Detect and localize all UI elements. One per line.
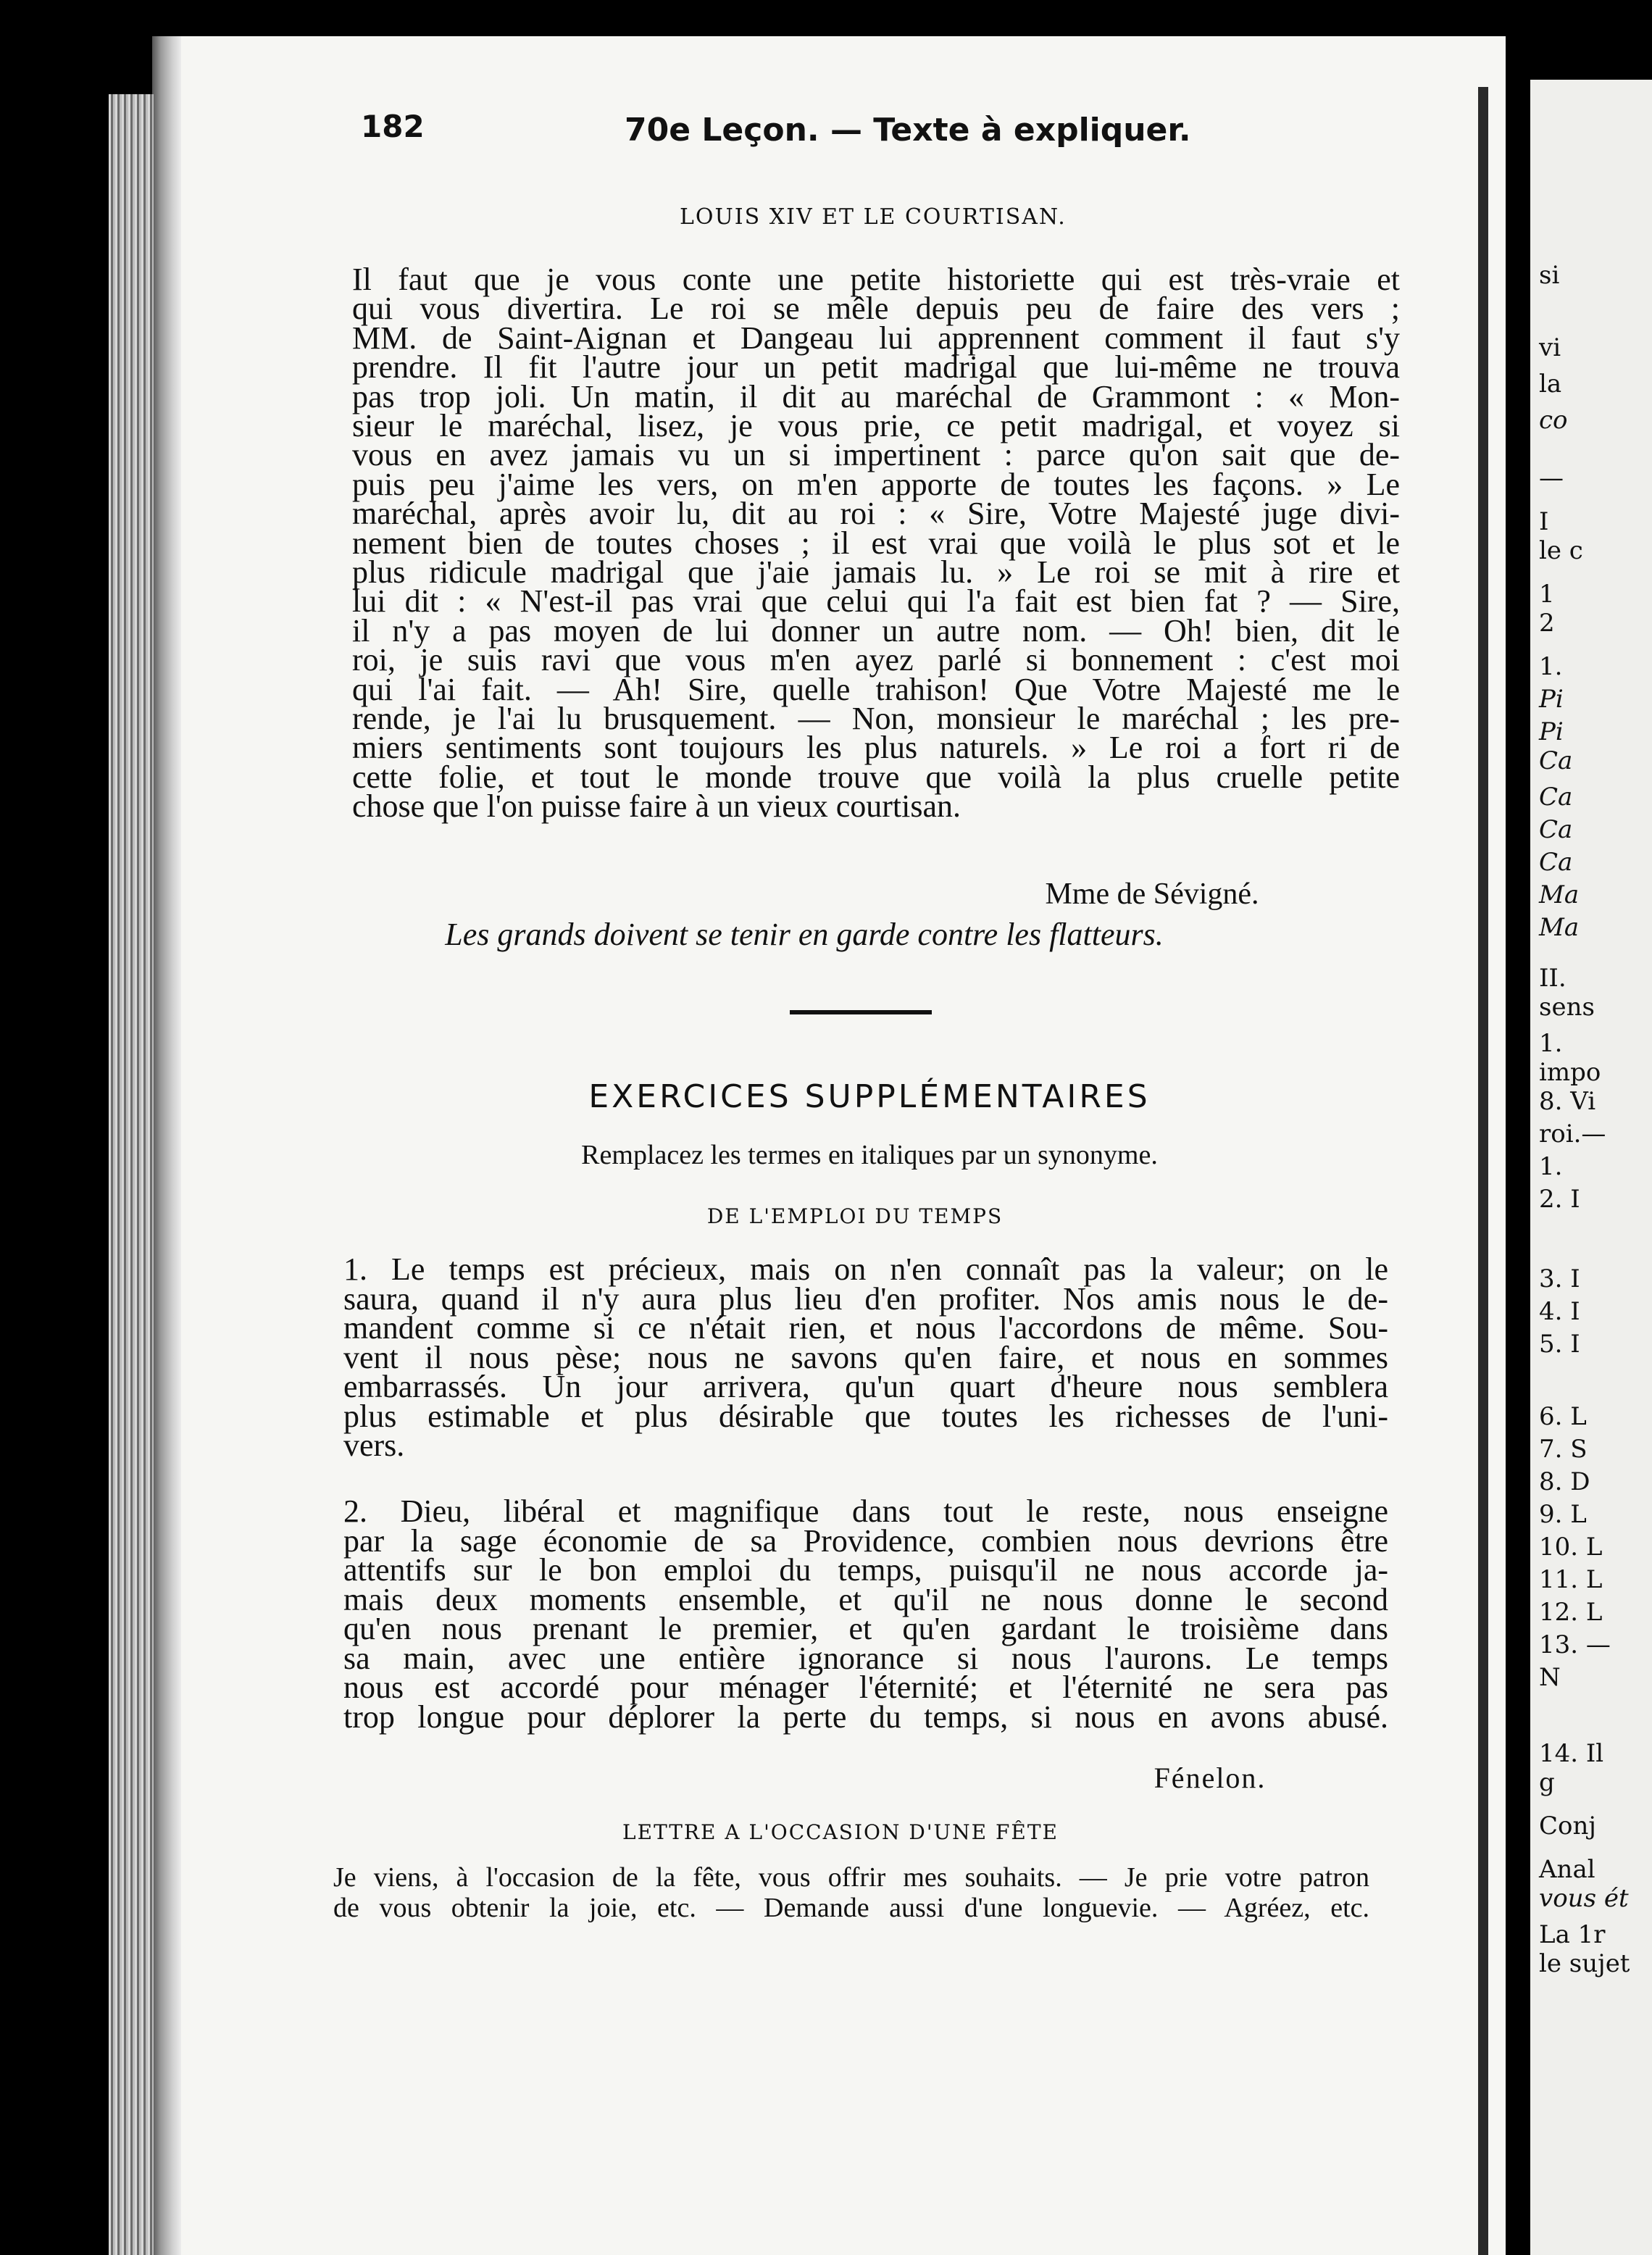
opposite-page-fragment: 9. L [1539, 1500, 1587, 1529]
opposite-page-fragment: 1 [1539, 580, 1555, 609]
opposite-page-fragment: 13. — [1539, 1630, 1611, 1659]
opposite-page-fragment: Pi [1539, 717, 1564, 746]
opposite-page-fragment: 1. [1539, 652, 1563, 681]
running-title: 70e Leçon. — Texte à expliquer. [625, 112, 1191, 149]
story.lines-line: chose que l'on puisse faire à un vieux courtisan. [352, 788, 961, 825]
story.lines-line: miers sentiments sont toujours les plus naturels. » Le roi a fort ri de [352, 730, 1400, 766]
exercises.para2-line: mais deux moments ensemble, et qu'il ne nous donne le second [343, 1581, 1388, 1617]
opposite-page-fragment: 2. I [1539, 1185, 1580, 1214]
story.lines-line: Il faut que je vous conte une petite historiette qui est très-vraie et [352, 262, 1400, 297]
opposite-page-fragment: I [1539, 507, 1549, 536]
opposite-page-fragment: Ma [1539, 880, 1580, 909]
opposite-page-fragment: vous ét [1539, 1884, 1629, 1913]
opposite-page-fragment: 8. D [1539, 1467, 1590, 1496]
opposite-page-fragment: N [1539, 1663, 1561, 1692]
exercises-title: EXERCICES SUPPLÉMENTAIRES [588, 1078, 1151, 1115]
story.lines-line: qui vous divertira. Le roi se mêle depuis peu de faire des vers ; [352, 291, 1400, 327]
story.lines-line: pas trop joli. Un matin, il dit au maréchal de Grammont : « Mon- [352, 378, 1400, 414]
opposite-page-fragment: co [1539, 406, 1568, 435]
opposite-page-fragment: II. [1539, 964, 1567, 993]
opposite-page-fragment: 1. [1539, 1152, 1563, 1181]
exercises.para2-line: par la sage économie de sa Providence, combien nous devrions être [343, 1522, 1388, 1559]
exercises.para2-line: 2. Dieu, libéral et magnifique dans tout le reste, nous enseigne [343, 1493, 1388, 1529]
exercises.para1-line: vent il nous pèse; nous ne savons qu'en faire, et nous en sommes [343, 1339, 1388, 1375]
story.lines-line: nement bien de toutes choses ; il est vrai que voilà le plus sot et le [352, 525, 1400, 561]
exercises.para1-line: embarrassés. Un jour arrivera, qu'un quart d'heure nous semblera [343, 1369, 1388, 1404]
story.lines-line: cette folie, et tout le monde trouve que voilà la plus cruelle petite [352, 759, 1400, 795]
story.lines-line: plus ridicule madrigal que j'aie jamais lu. » Le roi se mit à rire et [352, 554, 1400, 590]
page-edges [109, 94, 154, 2255]
opposite-page-fragment: 6. L [1539, 1402, 1587, 1431]
opposite-page [1530, 80, 1652, 2255]
exercises.letter_lines-line: Je viens, à l'occasion de la fête, vous offrir mes souhaits. — Je prie votre patron [333, 1862, 1369, 1893]
opposite-page-fragment: — [1539, 464, 1564, 493]
opposite-page-fragment: 4. I [1539, 1297, 1580, 1326]
exercises-instruction: Remplacez les termes en italiques par un synonyme. [581, 1140, 1158, 1170]
exercises.para1-line: saura, quand il n'y aura plus lieu d'en profiter. Nos amis nous le de- [343, 1280, 1388, 1317]
story.lines-line: rende, je l'ai lu brusquement. — Non, monsieur le maréchal ; les pre- [352, 701, 1400, 736]
opposite-page-fragment: 11. L [1539, 1565, 1603, 1594]
opposite-page-fragment: Ca [1539, 746, 1573, 775]
exercise-author: Fénelon. [1154, 1762, 1267, 1794]
exercises.para1-line: mandent comme si ce n'était rien, et nous l'accordons de même. Sou- [343, 1310, 1388, 1346]
story.lines-line: roi, je suis ravi que vous m'en ayez parlé si bonnement : c'est moi [352, 642, 1400, 678]
opposite-page-fragment: 8. Vi [1539, 1087, 1596, 1116]
opposite-page-fragment: Ca [1539, 848, 1573, 877]
opposite-page-fragment: La 1r [1539, 1920, 1606, 1949]
story.lines-line: prendre. Il fit l'autre jour un petit madrigal que lui-même ne trouva [352, 349, 1400, 385]
story.lines-line: MM. de Saint-Aignan et Dangeau lui apprennent comment il faut s'y [352, 320, 1400, 356]
story.lines-line: il n'y a pas moyen de lui donner un autre nom. — Oh! bien, dit le [352, 612, 1400, 649]
opposite-page-fragment: Ca [1539, 783, 1573, 812]
opposite-page-fragment: roi.— [1539, 1120, 1606, 1149]
opposite-page-fragment: 2 [1539, 609, 1555, 638]
story.lines-line: puis peu j'aime les vers, on m'en apporte de toutes les façons. » Le [352, 466, 1400, 502]
exercises.para1-line: plus estimable et plus désirable que toutes les richesses de l'uni- [343, 1398, 1388, 1434]
opposite-page-fragment: 7. S [1539, 1435, 1588, 1464]
story-title: LOUIS XIV ET LE COURTISAN. [680, 204, 1067, 230]
story.lines-line: lui dit : « N'est-il pas vrai que celui qui l'a fait est bien fat ? — Sire, [352, 583, 1400, 620]
story.lines-line: vous en avez jamais vu un si impertinent : parce qu'on sait que de- [352, 437, 1400, 473]
section-title: DE L'EMPLOI DU TEMPS [706, 1204, 1004, 1228]
opposite-page-fragment: Conj [1539, 1812, 1596, 1841]
opposite-page-fragment: Ca [1539, 815, 1573, 844]
opposite-page-fragment: la [1539, 370, 1562, 399]
opposite-page-fragment: 12. L [1539, 1598, 1603, 1627]
opposite-page-fragment: si [1539, 261, 1560, 290]
story.lines-line: maréchal, après avoir lu, dit au roi : « Sire, Votre Majesté juge divi- [352, 496, 1400, 532]
opposite-page-fragment: vi [1539, 333, 1561, 362]
opposite-page-fragment: le sujet [1539, 1949, 1630, 1978]
exercises.para2-line: trop longue pour déplorer la perte du temps, si nous en avons abusé. [343, 1698, 1388, 1735]
opposite-page-fragment: impo [1539, 1058, 1601, 1087]
opposite-page-fragment: 10. L [1539, 1533, 1603, 1562]
exercises.para2-line: sa main, avec une entière ignorance si nous l'aurons. Le temps [343, 1640, 1388, 1676]
section-divider [790, 1010, 932, 1014]
opposite-page-fragment: le c [1539, 536, 1583, 565]
opposite-page-fragment: 3. I [1539, 1264, 1580, 1293]
opposite-page-fragment: g [1539, 1768, 1555, 1797]
opposite-page-fragment: Anal [1539, 1855, 1595, 1884]
exercises.para1-line: vers. [343, 1427, 405, 1463]
page-gutter-shadow [152, 36, 181, 2255]
exercises.para2-line: qu'en nous prenant le premier, et qu'en gardant le troisième dans [343, 1611, 1388, 1646]
exercises.para2-line: nous est accordé pour ménager l'éternité; et l'éternité ne sera pas [343, 1670, 1388, 1705]
story-author: Mme de Sévigné. [1045, 878, 1259, 911]
story.lines-line: sieur le maréchal, lisez, je vous prie, ce petit madrigal, et voyez si [352, 408, 1400, 443]
opposite-page-fragment: sens [1539, 993, 1595, 1022]
story.lines-line: qui l'ai fait. — Ah! Sire, quelle trahison! Que Votre Majesté me le [352, 671, 1400, 707]
opposite-page-fragment: 14. Il [1539, 1739, 1604, 1768]
opposite-page-fragment: 1. [1539, 1029, 1563, 1058]
page-number: 182 [361, 109, 425, 144]
story-moral: Les grands doivent se tenir en garde contre les flatteurs. [445, 917, 1164, 952]
opposite-page-fragment: 5. I [1539, 1330, 1580, 1359]
opposite-page-fragment: Pi [1539, 685, 1564, 714]
opposite-page-fragment: Ma [1539, 913, 1580, 942]
spine-divider [1478, 87, 1488, 2255]
exercises.para1-line: 1. Le temps est précieux, mais on n'en connaît pas la valeur; on le [343, 1251, 1388, 1287]
letter-title: LETTRE A L'OCCASION D'UNE FÊTE [622, 1820, 1059, 1844]
exercises.para2-line: attentifs sur le bon emploi du temps, puisqu'il ne nous accorde ja- [343, 1552, 1388, 1588]
exercises.letter_lines-line: de vous obtenir la joie, etc. — Demande aussi d'une longuevie. — Agréez, etc. [333, 1893, 1369, 1923]
